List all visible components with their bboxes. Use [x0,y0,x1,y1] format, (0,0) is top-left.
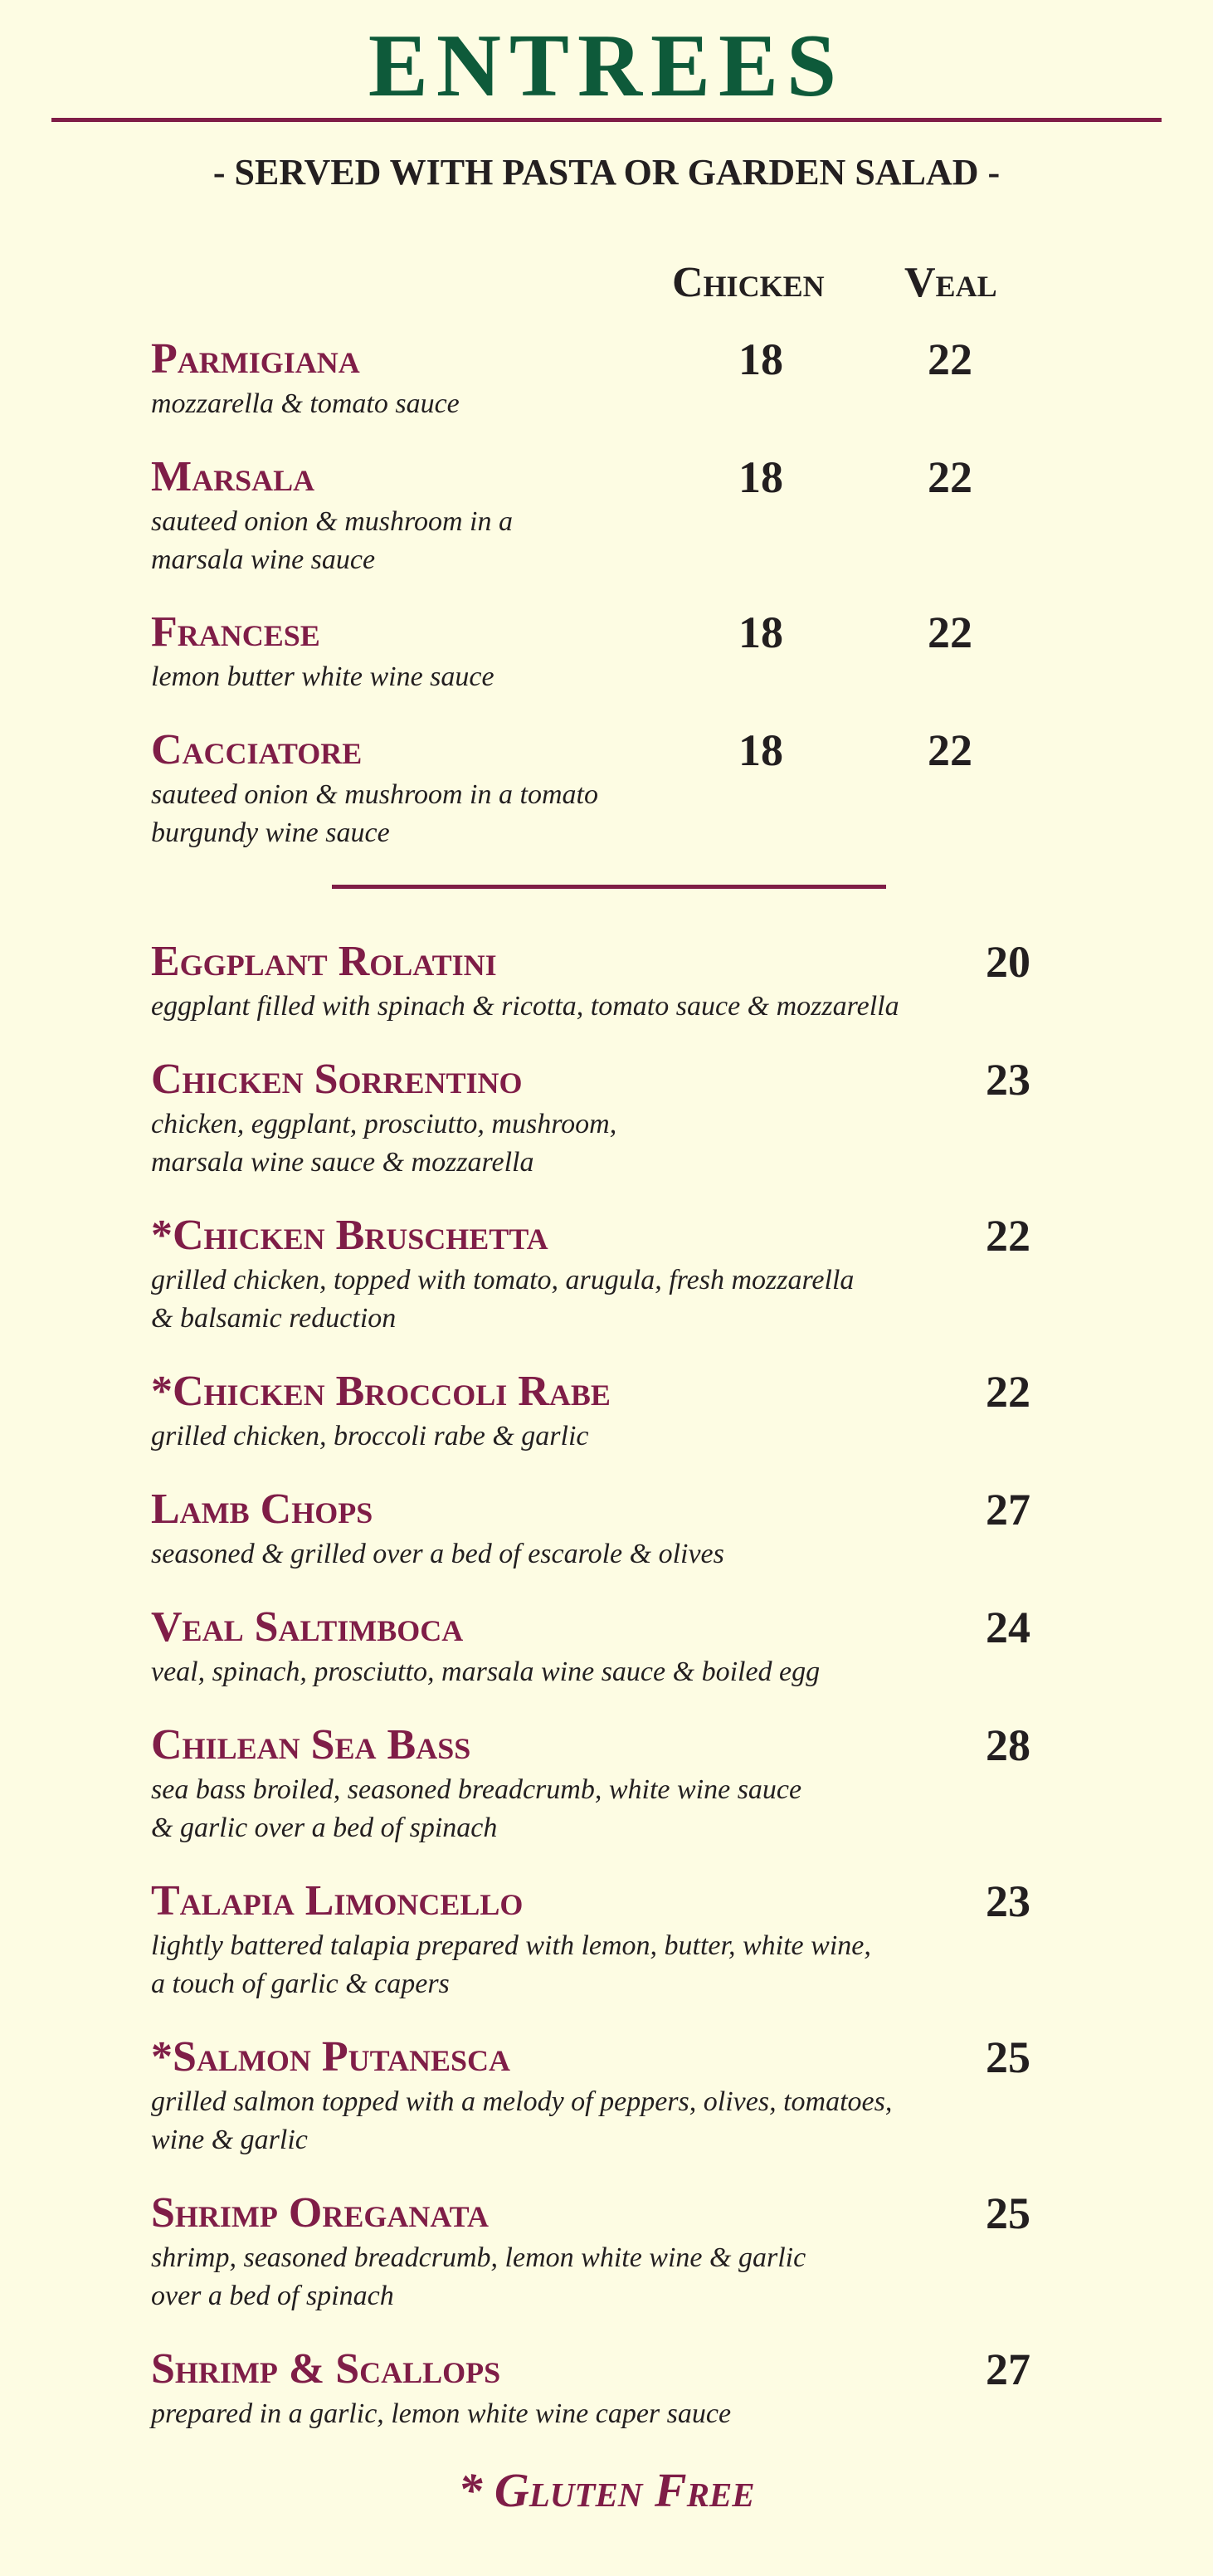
item-description: prepared in a garlic, lemon white wine caper sauce [151,2398,732,2429]
menu-item [151,1720,1047,1847]
item-description: eggplant filled with spinach & ricotta, tomato sauce & mozzarella [151,991,899,1022]
item-name: Chilean Sea Bass [151,1721,471,1769]
menu-item [151,1210,1047,1338]
item-description: chicken, eggplant, prosciutto, mushroom, marsala wine sauce & mozzarella [151,1109,617,1178]
price-chicken: 18 [738,452,783,502]
item-price: 22 [986,1211,1030,1261]
item-price: 27 [986,2344,1030,2394]
menu-item-francese [151,607,1047,696]
top-divider [51,118,1162,122]
price-chicken: 18 [738,607,783,657]
price-veal: 22 [928,452,972,502]
price-chicken: 18 [738,725,783,775]
item-price: 28 [986,1720,1030,1770]
item-name: Shrimp & Scallops [151,2345,501,2393]
menu-item [151,1484,1047,1573]
price-veal: 22 [928,334,972,384]
item-price: 24 [986,1603,1030,1652]
item-name: Cacciatore [151,726,363,773]
section-divider [332,885,886,889]
column-header-chicken: Chicken [672,259,825,306]
menu-item [151,2032,1047,2159]
menu-item [151,2188,1047,2315]
item-description: grilled chicken, broccoli rabe & garlic [151,1421,589,1451]
item-name: *Chicken Broccoli Rabe [151,1368,611,1415]
item-description: sauteed onion & mushroom in a marsala wine sauce [151,506,514,575]
item-price: 23 [986,1055,1030,1105]
item-name: *Salmon Putanesca [151,2033,511,2081]
menu-item [151,1602,1047,1691]
item-name: Talapia Limoncello [151,1877,524,1925]
item-description: grilled salmon topped with a melody of peppers, olives, tomatoes, wine & garlic [151,2086,893,2155]
item-description: sauteed onion & mushroom in a tomato burgundy wine sauce [151,779,598,848]
item-name: Marsala [151,453,315,500]
item-price: 25 [986,2188,1030,2238]
item-name: Shrimp Oreganata [151,2189,490,2237]
price-veal: 22 [928,725,972,775]
price-chicken: 18 [738,334,783,384]
menu-item [151,936,1047,1026]
item-description: veal, spinach, prosciutto, marsala wine sauce & boiled egg [151,1656,821,1687]
item-description: lemon butter white wine sauce [151,661,494,692]
item-price: 27 [986,1485,1030,1534]
column-header-veal: Veal [904,259,997,306]
item-price: 22 [986,1367,1030,1417]
item-name: Chicken Sorrentino [151,1056,523,1103]
item-price: 20 [986,937,1030,987]
item-description: shrimp, seasoned breadcrumb, lemon white wine & garlic over a bed of spinach [151,2242,806,2311]
item-name: Parmigiana [151,335,360,383]
item-name: Lamb Chops [151,1486,373,1533]
menu-item-marsala [151,451,1047,579]
menu-item-parmigiana [151,334,1047,423]
menu-item [151,2344,1047,2433]
item-price: 25 [986,2032,1030,2082]
item-name: Francese [151,608,320,656]
menu-item [151,1054,1047,1182]
item-description: seasoned & grilled over a bed of escarole & olives [151,1539,724,1569]
item-price: 23 [986,1876,1030,1926]
menu-item [151,1366,1047,1456]
item-name: *Chicken Bruschetta [151,1212,548,1259]
item-name: Veal Saltimboca [151,1603,464,1651]
item-description: grilled chicken, topped with tomato, arugula, fresh mozzarella & balsamic reduction [151,1265,855,1334]
price-veal: 22 [928,607,972,657]
item-description: mozzarella & tomato sauce [151,388,460,419]
gluten-free-note: * Gluten Free [458,2463,755,2517]
menu-item-cacciatore [151,724,1047,852]
item-name: Eggplant Rolatini [151,938,497,985]
item-description: sea bass broiled, seasoned breadcrumb, white wine sauce & garlic over a bed of spinach [151,1774,802,1843]
subtitle: - SERVED WITH PASTA OR GARDEN SALAD - [212,152,1001,193]
page-title: ENTREES [368,17,845,115]
menu-item [151,1876,1047,2003]
item-description: lightly battered talapia prepared with lemon, butter, white wine, a touch of garlic & capers [151,1930,871,1999]
